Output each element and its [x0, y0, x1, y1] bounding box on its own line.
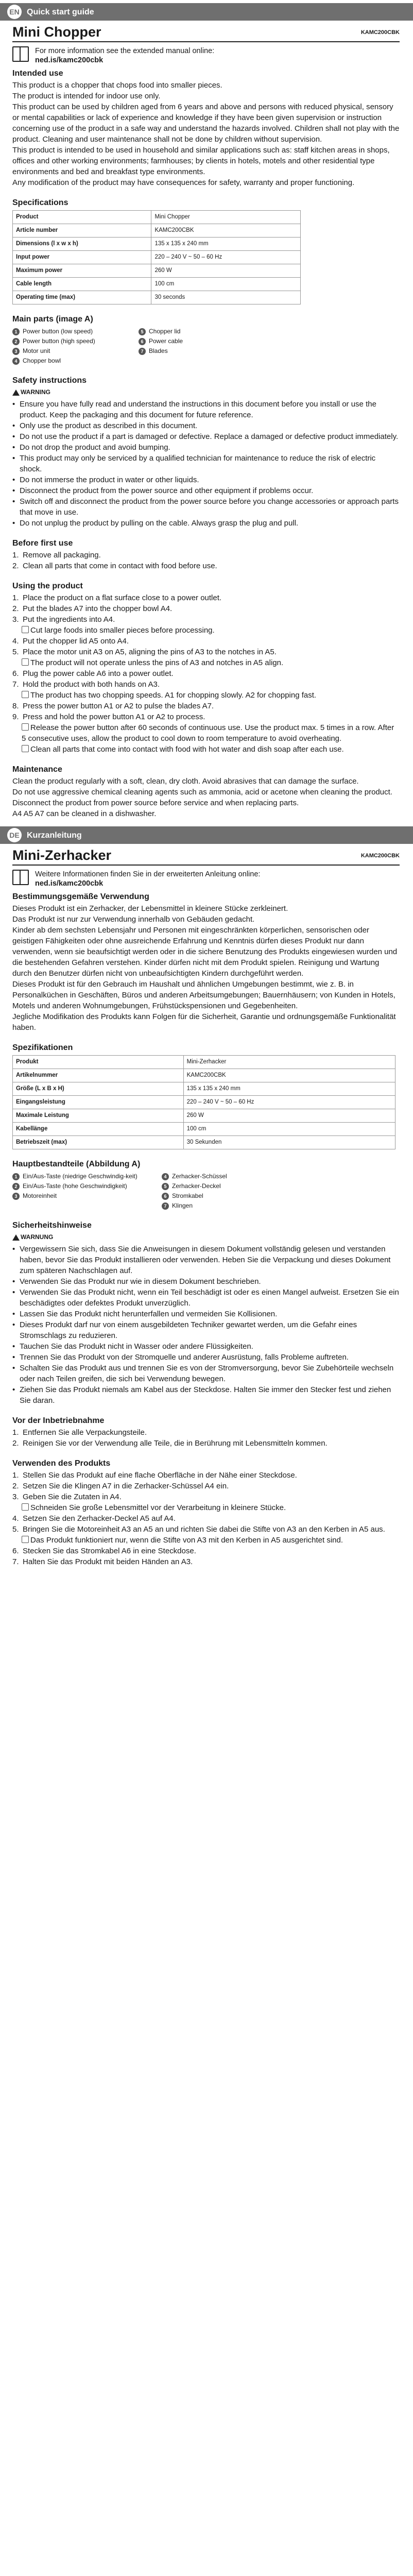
spec-value: 135 x 135 x 240 mm: [151, 238, 301, 251]
list-item: [12, 1191, 151, 1201]
en-article-code: KAMC200CBK: [360, 29, 400, 36]
part-label: Motoreinheit: [23, 1192, 57, 1199]
book-icon: [12, 46, 29, 62]
step-text: Entfernen Sie alle Verpackungsteile.: [23, 1428, 147, 1437]
en-spec-heading: Specifications: [12, 198, 68, 207]
step-text: Setzen Sie den Zerhacker-Deckel A5 auf A4.: [23, 1514, 176, 1523]
warning-icon: [22, 723, 29, 731]
en-title-row: [12, 24, 400, 42]
part-label: Klingen: [172, 1202, 193, 1209]
list-item: 9. Press and hold the power button A1 or A2 to process.: [12, 713, 205, 721]
list-item: 1. Place the product on a flat surface close to a power outlet.: [12, 594, 222, 602]
spec-value: 260 W: [151, 264, 301, 278]
list-item: • Do not immerse the product in water or other liquids.: [12, 474, 400, 485]
spec-value: Mini Chopper: [151, 211, 301, 224]
part-number-badge: 7: [162, 1202, 169, 1210]
note-icon: [22, 745, 29, 752]
step-note: Release the power button after 60 seconds of continuous use. Use the product max. 5 times in a row. After 5 consecutive uses, allow the product to cool down to room temperature to avoid overheating.: [22, 723, 394, 743]
list-item: 5. Bringen Sie die Motoreinheit A3 an A5 an und richten Sie dabei die Stifte von A3 an den Kerben in A5 aus.: [12, 1525, 385, 1534]
list-item: [12, 1502, 400, 1513]
de-using-list: [12, 1470, 400, 1567]
de-intended-body: [12, 903, 400, 1033]
list-item: [12, 346, 128, 356]
step-note: The product has two chopping speeds. A1 for chopping slowly. A2 for chopping fast.: [30, 691, 317, 700]
note-icon: [22, 658, 29, 666]
step-text: Halten Sie das Produkt mit beiden Händen an A3.: [23, 1557, 193, 1566]
list-item: 6. Stecken Sie das Stromkabel A6 in eine Steckdose.: [12, 1547, 196, 1555]
list-item: 3. Put the ingredients into A4.: [12, 615, 115, 624]
en-intended-p1: This product is a chopper that chops food into smaller pieces.: [12, 81, 222, 90]
step-text: Put the chopper lid A5 onto A4.: [23, 637, 129, 646]
note-icon: [22, 1503, 29, 1511]
list-item: • Do not drop the product and avoid bumping.: [12, 442, 400, 453]
en-maint-p3: Disconnect the product from power source before service and when replacing parts.: [12, 799, 299, 807]
step-note: Das Produkt funktioniert nur, wenn die Stifte von A3 mit den Kerben in A5 ausgerichtet sind.: [30, 1536, 343, 1545]
list-item: 2. Setzen Sie die Klingen A7 in die Zerhacker-Schüssel A4 ein.: [12, 1482, 229, 1490]
list-item: [12, 1172, 151, 1181]
en-manual-note: [12, 46, 400, 65]
spec-value: KAMC200CBK: [151, 224, 301, 238]
part-label: Motor unit: [23, 347, 50, 354]
step-note: Cut large foods into smaller pieces before processing.: [30, 626, 215, 635]
spec-key: Product: [13, 211, 151, 224]
list-item: [162, 1191, 301, 1201]
list-item: [12, 625, 400, 636]
de-manual-note: [12, 870, 400, 888]
list-item: [162, 1172, 301, 1181]
list-item: 4. Put the chopper lid A5 onto A4.: [12, 637, 129, 646]
list-item: [162, 1181, 301, 1191]
de-safety-heading: Sicherheitshinweise: [12, 1221, 92, 1230]
list-item: 2. Put the blades A7 into the chopper bowl A4.: [12, 604, 173, 613]
part-number-badge: 2: [12, 1183, 20, 1190]
step-text: Place the motor unit A3 on A5, aligning the pins of A3 to the notches in A5.: [23, 648, 277, 656]
en-intended-p5: Any modification of the product may have consequences for safety, warranty and proper functioning.: [12, 178, 355, 187]
step-text: Stellen Sie das Produkt auf eine flache Oberfläche in der Nähe einer Steckdose.: [23, 1471, 297, 1480]
list-item: 2. Clean all parts that come in contact with food before use.: [12, 562, 217, 570]
spec-key: Größe (L x B x H): [13, 1082, 184, 1096]
en-intended-p3: This product can be used by children aged from 6 years and above and persons with reduced physical, sensory or mental capabilities or lack of experience and knowledge if they have been given supervision or instruction concerning use of the product in a safe way and understand the hazards involved. Children shall not play with the product. Cleaning and user maintenance shall not be done by children without supervision.: [12, 103, 400, 144]
list-item: • Vergewissern Sie sich, dass Sie die Anweisungen in diesem Dokument vollständig gelesen und verstanden haben, bevor Sie das Produkt installieren oder verwenden. Heben Sie die Verpackung und dieses Dokument zum späteren Nachschlagen auf.: [12, 1244, 400, 1276]
en-first-use-list: [12, 550, 400, 571]
warning-icon: [12, 1234, 20, 1241]
list-item: • Only use the product as described in this document.: [12, 420, 400, 431]
list-item: 7. Hold the product with both hands on A3.: [12, 680, 160, 689]
de-section: [0, 819, 413, 1567]
spec-value: 220 – 240 V ~ 50 – 60 Hz: [151, 251, 301, 264]
step-text: Clean all parts that come in contact with food before use.: [23, 562, 217, 570]
table-row: [13, 1109, 395, 1123]
step-text: Press and hold the power button A1 or A2 to process.: [23, 713, 205, 721]
table-row: [13, 1136, 395, 1149]
part-label: Blades: [149, 347, 168, 354]
en-safety-list: [12, 399, 400, 529]
step-text: Press the power button A1 or A2 to pulse the blades A7.: [23, 702, 214, 710]
list-item: [12, 744, 400, 755]
part-number-badge: 1: [12, 1173, 20, 1180]
spec-value: 135 x 135 x 240 mm: [183, 1082, 395, 1096]
spec-key: Maximale Leistung: [13, 1109, 184, 1123]
list-item: [162, 1201, 301, 1211]
step-text: Put the ingredients into A4.: [23, 615, 115, 624]
en-spec-table: [12, 210, 301, 304]
list-item: • Verwenden Sie das Produkt nur wie in diesem Dokument beschrieben.: [12, 1276, 400, 1287]
spec-value: Mini-Zerhacker: [183, 1056, 395, 1069]
part-label: Power button (high speed): [23, 337, 95, 345]
spec-value: 100 cm: [183, 1123, 395, 1136]
en-safety-heading: Safety instructions: [12, 376, 87, 385]
list-item: [12, 356, 128, 366]
list-item: • Ensure you have fully read and understand the instructions in this document before you install or use the product. Keep the packaging and this document for future reference.: [12, 399, 400, 420]
step-note: Schneiden Sie große Lebensmittel vor der Verarbeitung in kleinere Stücke.: [30, 1503, 286, 1512]
en-intended-p2: The product is intended for indoor use only.: [12, 92, 161, 100]
list-item: 6. Plug the power cable A6 into a power outlet.: [12, 669, 174, 678]
list-item: • Schalten Sie das Produkt aus und trennen Sie es von der Stromversorgung, bevor Sie Zubehörteile wechseln oder nach Teilen greifen, die sich bei Verwendung bewegen.: [12, 1363, 400, 1384]
de-intended-heading: Bestimmungsgemäße Verwendung: [12, 892, 149, 901]
spec-key: Eingangsleistung: [13, 1096, 184, 1109]
table-row: [13, 1069, 395, 1082]
list-item-empty: [12, 1201, 151, 1211]
list-item: [12, 690, 400, 701]
step-text: Place the product on a flat surface close to a power outlet.: [23, 594, 222, 602]
list-item: 1. Remove all packaging.: [12, 551, 101, 560]
step-text: Put the blades A7 into the chopper bowl A4.: [23, 604, 173, 613]
de-article-code: KAMC200CBK: [360, 853, 400, 859]
de-first-use-list: [12, 1427, 400, 1449]
list-item: • Do not use the product if a part is damaged or defective. Replace a damaged or defective product immediately.: [12, 431, 400, 442]
list-item: • Lassen Sie das Produkt nicht herunterfallen und vermeiden Sie Kollisionen.: [12, 1309, 400, 1319]
table-row: [13, 291, 301, 304]
table-row: [13, 1123, 395, 1136]
list-item: 5. Place the motor unit A3 on A5, aligning the pins of A3 to the notches in A5.: [12, 648, 277, 656]
table-row: [13, 1096, 395, 1109]
warning-text: WARNING: [21, 388, 50, 396]
list-item: 2. Reinigen Sie vor der Verwendung alle Teile, die in Berührung mit Lebensmitteln kommen.: [12, 1439, 328, 1448]
part-number-badge: 2: [12, 338, 20, 345]
spec-key: Artikelnummer: [13, 1069, 184, 1082]
list-item: 7. Halten Sie das Produkt mit beiden Händen an A3.: [12, 1557, 193, 1566]
spec-key: Dimensions (l x w x h): [13, 238, 151, 251]
step-text: Stecken Sie das Stromkabel A6 in eine Steckdose.: [23, 1547, 196, 1555]
en-maint-p1: Clean the product regularly with a soft, clean, dry cloth. Avoid abrasives that can damage the surface.: [12, 777, 359, 786]
spec-key: Kabellänge: [13, 1123, 184, 1136]
en-header-band: [0, 3, 413, 21]
table-row: [13, 251, 301, 264]
spec-value: 30 seconds: [151, 291, 301, 304]
spec-key: Input power: [13, 251, 151, 264]
warning-text: WARNUNG: [21, 1233, 54, 1241]
list-item: [139, 327, 254, 336]
part-number-badge: 3: [12, 1193, 20, 1200]
note-icon: [22, 626, 29, 633]
step-text: Setzen Sie die Klingen A7 in die Zerhacker-Schüssel A4 ein.: [23, 1482, 229, 1490]
de-spec-table: [12, 1055, 395, 1149]
de-intended-p2: Das Produkt ist nur zur Verwendung innerhalb von Gebäuden gedacht.: [12, 915, 255, 924]
en-intended-heading: Intended use: [12, 69, 63, 78]
table-row: [13, 1082, 395, 1096]
table-row: [13, 238, 301, 251]
list-item: • Dieses Produkt darf nur von einem ausgebildeten Techniker gewartet werden, um die Gefahr eines Stromschlags zu reduzieren.: [12, 1319, 400, 1341]
part-label: Ein/Aus-Taste (niedrige Geschwindig-keit): [23, 1173, 137, 1180]
note-icon: [22, 1536, 29, 1543]
spec-value: KAMC200CBK: [183, 1069, 395, 1082]
step-text: Bringen Sie die Motoreinheit A3 an A5 an und richten Sie dabei die Stifte von A3 an den Kerben in A5 aus.: [23, 1525, 385, 1534]
list-item: 1. Stellen Sie das Produkt auf eine flache Oberfläche in der Nähe einer Steckdose.: [12, 1471, 297, 1480]
spec-value: 100 cm: [151, 278, 301, 291]
spec-value: 260 W: [183, 1109, 395, 1123]
step-note: Clean all parts that come into contact with food with hot water and dish soap after each use.: [30, 745, 344, 754]
part-number-badge: 6: [139, 338, 146, 345]
part-label: Zerhacker-Deckel: [172, 1182, 221, 1190]
part-number-badge: 4: [162, 1173, 169, 1180]
step-text: Reinigen Sie vor der Verwendung alle Teile, die in Berührung mit Lebensmitteln kommen.: [23, 1439, 328, 1448]
step-note: The product will not operate unless the pins of A3 and notches in A5 align.: [30, 658, 284, 667]
note-icon: [22, 691, 29, 698]
de-using-heading: Verwenden des Produkts: [12, 1459, 111, 1468]
en-band-title: Quick start guide: [27, 7, 94, 16]
step-text: Plug the power cable A6 into a power outlet.: [23, 669, 174, 678]
en-product-title: Mini Chopper: [12, 24, 101, 40]
spec-value: 220 – 240 V ~ 50 – 60 Hz: [183, 1096, 395, 1109]
spec-key: Betriebszeit (max): [13, 1136, 184, 1149]
part-label: Chopper bowl: [23, 357, 61, 364]
en-maint-p4: A4 A5 A7 can be cleaned in a dishwasher.: [12, 809, 157, 818]
part-label: Stromkabel: [172, 1192, 203, 1199]
list-item: [12, 1181, 151, 1191]
de-warning-label: [12, 1232, 400, 1243]
de-manual-line: Weitere Informationen finden Sie in der erweiterten Anleitung online:: [35, 870, 261, 878]
table-row: [13, 224, 301, 238]
table-row: [13, 278, 301, 291]
de-intended-p5: Jegliche Modifikation des Produkts kann Folgen für die Sicherheit, Garantie und ordnungsgemäße Funktionalität haben.: [12, 1012, 396, 1032]
list-item: 8. Press the power button A1 or A2 to pulse the blades A7.: [12, 702, 214, 710]
table-row: [13, 1056, 395, 1069]
en-first-use-heading: Before first use: [12, 539, 73, 548]
spec-key: Cable length: [13, 278, 151, 291]
de-language-badge: DE: [7, 828, 22, 842]
de-intended-p4: Dieses Produkt ist für den Gebrauch im Haushalt und ähnlichen Umgebungen bestimmt, wie z. B. in Personalküchen in Geschäften, Büros und anderen Arbeitsumgebungen; Bauernhäusern; von Kunden in Hotels, Motels und anderen Wohnumgebungen, Frühstückspensionen und Gegebenheiten.: [12, 980, 395, 1010]
list-item: • Verwenden Sie das Produkt nicht, wenn ein Teil beschädigt ist oder es einen Mangel aufweist. Ersetzen Sie ein beschädigtes oder defektes Produkt unverzüglich.: [12, 1287, 400, 1309]
part-number-badge: 7: [139, 348, 146, 355]
step-text: Geben Sie die Zutaten in A4.: [23, 1493, 122, 1501]
en-parts-heading: Main parts (image A): [12, 315, 93, 324]
list-item: [139, 346, 254, 356]
list-item: [12, 657, 400, 668]
part-label: Chopper lid: [149, 328, 181, 335]
de-parts-list: [12, 1172, 301, 1211]
de-parts-heading: Hauptbestandteile (Abbildung A): [12, 1160, 141, 1168]
en-maintenance-heading: Maintenance: [12, 765, 62, 774]
de-band-title: Kurzanleitung: [27, 831, 82, 840]
de-title-row: [12, 847, 400, 866]
de-header-band: [0, 826, 413, 844]
en-parts-list: [12, 327, 254, 366]
list-item: • This product may only be serviced by a qualified technician for maintenance to reduce the risk of electric shock.: [12, 453, 400, 474]
en-manual-line: For more information see the extended manual online:: [35, 47, 215, 55]
part-label: Zerhacker-Schüssel: [172, 1173, 227, 1180]
en-warning-label: [12, 387, 400, 398]
table-row: [13, 211, 301, 224]
part-label: Ein/Aus-Taste (hohe Geschwindigkeit): [23, 1182, 127, 1190]
part-label: Power cable: [149, 337, 183, 345]
en-maintenance-body: [12, 776, 400, 819]
part-number-badge: 6: [162, 1193, 169, 1200]
de-spec-heading: Spezifikationen: [12, 1043, 73, 1052]
part-number-badge: 5: [162, 1183, 169, 1190]
de-product-title: Mini-Zerhacker: [12, 848, 112, 863]
en-intended-p4: This product is intended to be used in household and similar applications such as: staff kitchen areas in shops, offices and other working environments; farmhouses; by clients in hotels, motels and other residential type environments and bed and breakfast type environments.: [12, 146, 390, 176]
en-using-list: [12, 592, 400, 755]
part-number-badge: 1: [12, 328, 20, 335]
de-safety-list: [12, 1244, 400, 1406]
part-number-badge: 4: [12, 358, 20, 365]
spec-key: Maximum power: [13, 264, 151, 278]
list-item: [12, 722, 400, 744]
list-item: • Disconnect the product from the power source and other equipment if problems occur.: [12, 485, 400, 496]
spec-key: Operating time (max): [13, 291, 151, 304]
part-number-badge: 3: [12, 348, 20, 355]
en-language-badge: EN: [7, 5, 22, 19]
book-icon: [12, 870, 29, 885]
list-item: • Ziehen Sie das Produkt niemals am Kabel aus der Steckdose. Halten Sie immer den Stecker fest und ziehen Sie daran.: [12, 1384, 400, 1406]
en-intended-body: [12, 80, 400, 188]
list-item: 4. Setzen Sie den Zerhacker-Deckel A5 auf A4.: [12, 1514, 176, 1523]
part-number-badge: 5: [139, 328, 146, 335]
list-item: • Trennen Sie das Produkt von der Stromquelle und anderer Ausrüstung, falls Probleme auftreten.: [12, 1352, 400, 1363]
spec-key: Article number: [13, 224, 151, 238]
en-manual-link[interactable]: ned.is/kamc200cbk: [35, 56, 104, 64]
de-intended-p3: Kinder ab dem sechsten Lebensjahr und Personen mit eingeschränkten körperlichen, sensorischen oder geistigen Fähigkeiten oder ohne ausreichende Erfahrung und Kenntnis dürfen dieses Produkt nur dann verwenden, wenn sie beaufsichtigt werden oder in die sichere Benutzung des Produkts eingewiesen wurden und die bestehenden Gefahren verstehen. Kinder dürfen nicht mit dem Produkt spielen. Reinigung und Wartung durch den Benutzer dürfen nicht von unbeaufsichtigten Kindern durchgeführt werden.: [12, 926, 398, 978]
list-item: [139, 336, 254, 346]
table-row: [13, 264, 301, 278]
en-section: [0, 0, 413, 819]
list-item: 1. Entfernen Sie alle Verpackungsteile.: [12, 1428, 147, 1437]
en-using-heading: Using the product: [12, 582, 83, 590]
spec-key: Produkt: [13, 1056, 184, 1069]
list-item: • Do not unplug the product by pulling on the cable. Always grasp the plug and pull.: [12, 518, 400, 529]
list-item: [12, 327, 128, 336]
spec-value: 30 Sekunden: [183, 1136, 395, 1149]
step-text: Hold the product with both hands on A3.: [23, 680, 160, 689]
de-manual-link[interactable]: ned.is/kamc200cbk: [35, 879, 104, 888]
de-intended-p1: Dieses Produkt ist ein Zerhacker, der Lebensmittel in kleinere Stücke zerkleinert.: [12, 904, 288, 913]
list-item: • Switch off and disconnect the product from the power source before you change accessories or approach parts that move in use.: [12, 496, 400, 518]
warning-icon: [12, 389, 20, 396]
list-item: [12, 336, 128, 346]
en-maint-p2: Do not use aggressive chemical cleaning agents such as ammonia, acid or acetone when cleaning the product.: [12, 788, 392, 796]
part-label: Power button (low speed): [23, 328, 93, 335]
step-text: Remove all packaging.: [23, 551, 101, 560]
de-first-use-heading: Vor der Inbetriebnahme: [12, 1416, 105, 1425]
list-item: 3. Geben Sie die Zutaten in A4.: [12, 1493, 122, 1501]
list-item: [12, 1535, 400, 1546]
list-item: • Tauchen Sie das Produkt nicht in Wasser oder andere Flüssigkeiten.: [12, 1341, 400, 1352]
